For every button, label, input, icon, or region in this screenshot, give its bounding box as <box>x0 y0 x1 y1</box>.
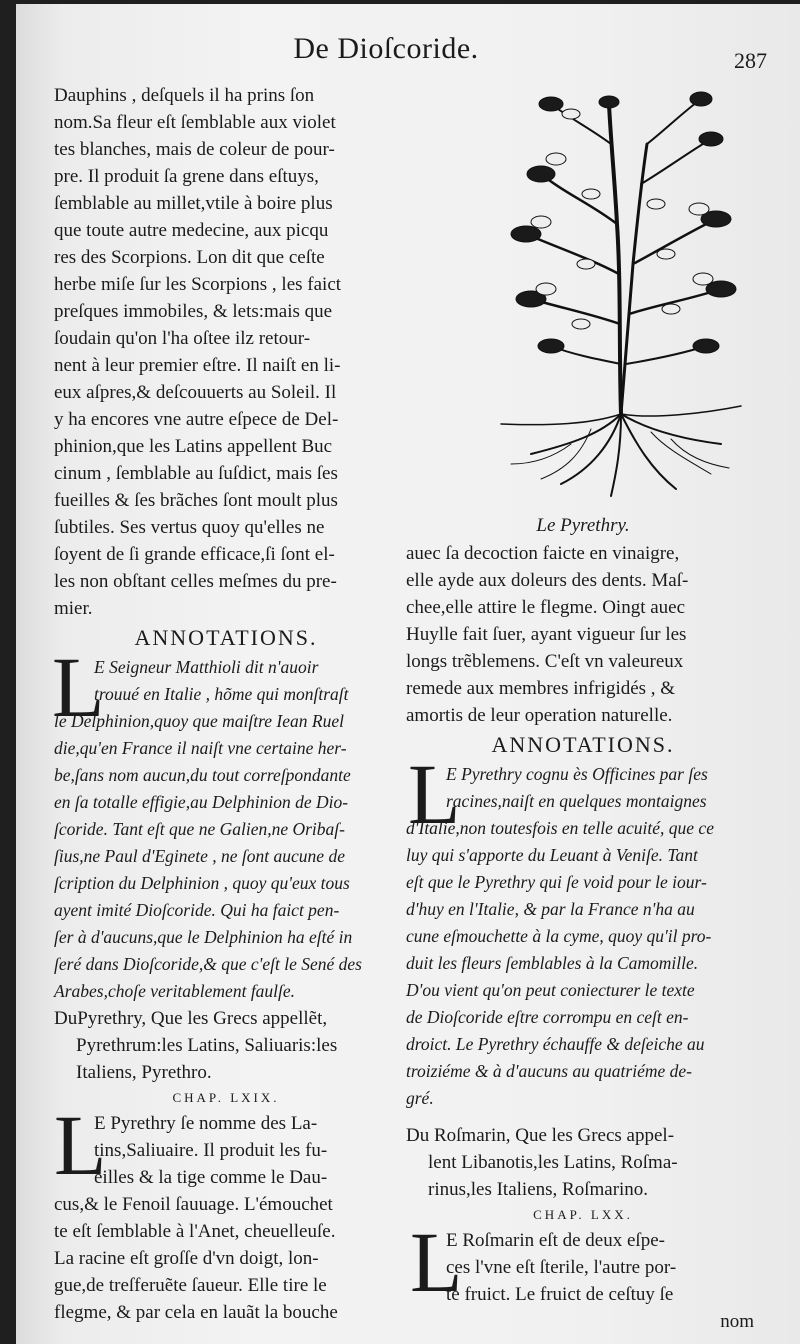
book-page <box>16 4 800 1344</box>
text-line: Huylle fait ſuer, ayant vigueur ſur les <box>406 624 687 645</box>
text-line: D'ou vient qu'on peut coniecturer le texte <box>406 980 695 1000</box>
text-line: en ſa totalle effigie,au Delphinion de Dio- <box>54 792 349 812</box>
text-line: d'Italie,non toutesfois en telle acuité, que ce <box>406 818 714 838</box>
delphinion-annotation <box>52 639 398 1005</box>
text-line: DuPyrethry, Que les Grecs appellẽt, <box>54 1008 328 1029</box>
text-line: cune eſmouchette à la cyme, quoy qu'il pro- <box>406 926 712 946</box>
text-line: racines,naiſt en quelques montaignes <box>446 791 707 811</box>
text-line: flegme, & par cela en lauãt la bouche <box>54 1302 338 1323</box>
text-line: Dauphins , deſquels il ha prins ſon <box>54 85 315 106</box>
text-line: cinum , ſemblable au ſuſdict, mais ſes <box>54 463 338 484</box>
text-line: te eſt ſemblable à l'Anet, cheuelleuſe. <box>54 1221 336 1242</box>
text-line: elle ayde aux doleurs des dents. Maſ- <box>406 570 689 591</box>
text-line: droict. Le Pyrethry échauffe & deſeiche au <box>406 1034 705 1054</box>
text-line: E Pyrethry ſe nomme des La- <box>94 1113 318 1134</box>
text-line: ſemblable au millet,vtile à boire plus <box>54 193 333 214</box>
page-number: 287 <box>734 48 767 73</box>
chapter-label: CHAP. LXIX. <box>172 1090 280 1105</box>
text-line: La racine eſt groſſe d'vn doigt, lon- <box>54 1248 319 1269</box>
text-line: rinus,les Italiens, Roſmarino. <box>428 1179 649 1200</box>
annotations-heading: ANNOTATIONS. <box>491 732 675 757</box>
text-line: E Pyrethry cognu ès Officines par ſes <box>446 764 708 784</box>
text-line: Pyrethrum:les Latins, Saliuaris:les <box>76 1035 338 1056</box>
text-line: longs trẽblemens. C'eſt vn valeureux <box>406 651 684 672</box>
text-line: d'huy en l'Italie, & par la France n'ha au <box>406 899 695 919</box>
text-line: gré. <box>406 1088 434 1108</box>
text-line: eilles & la tige comme le Dau- <box>94 1167 328 1188</box>
text-line: E Seigneur Matthioli dit n'auoir <box>94 657 319 677</box>
text-line: le Delphinion,quoy que maiſtre Iean Ruel <box>54 711 344 731</box>
text-line: phinion,que les Latins appellent Buc <box>54 436 333 457</box>
delphinion-body-text <box>54 82 398 622</box>
left-column <box>54 82 398 1326</box>
text-line: remede aux membres infrigidés , & <box>406 678 676 699</box>
pyrethry-section-title <box>54 1005 398 1086</box>
text-line: nent à leur premier eſtre. Il naiſt en li- <box>54 355 341 376</box>
text-line: preſques immobiles, & lets:mais que <box>54 301 333 322</box>
text-line: ſubtiles. Ses vertus quoy qu'elles ne <box>54 517 325 538</box>
running-head-title: De Dioſcoride. <box>293 32 479 65</box>
text-line: Italiens, Pyrethro. <box>76 1062 212 1083</box>
text-line: ſoudain qu'on l'ha oſtee ilz retour- <box>54 328 311 349</box>
text-line: que toute autre medecine, aux picqu <box>54 220 329 241</box>
text-line: te fruict. Le fruict de ceſtuy ſe <box>446 1284 674 1305</box>
drop-capital: L <box>52 639 105 735</box>
text-line: E Roſmarin eſt de deux eſpe- <box>446 1230 665 1251</box>
chapter-label: CHAP. LXX. <box>533 1207 633 1222</box>
text-line: trouué en Italie , hõme qui monſtraſt <box>94 684 349 704</box>
pyrethry-annotation <box>406 746 760 1112</box>
text-line: de Dioſcoride eſtre corrompu en ceſt en- <box>406 1007 689 1027</box>
text-line: fueilles & ſes brãches ſont moult plus <box>54 490 338 511</box>
text-line: eſt que le Pyrethry qui ſe void pour le iour- <box>406 872 707 892</box>
text-line: ſeré dans Dioſcoride,& que c'eſt le Sené des <box>54 954 362 974</box>
figure-caption: Le Pyrethry. <box>536 515 630 536</box>
text-line: pre. Il produit ſa grene dans eſtuys, <box>54 166 319 187</box>
right-column <box>406 512 760 1335</box>
text-line: duit les fleurs ſemblables à la Camomille. <box>406 953 699 973</box>
text-line: eux aſpres,& deſcouuerts au Soleil. Il <box>54 382 337 403</box>
text-line: ſer à d'aucuns,que le Delphinion ha eſté in <box>54 927 353 947</box>
text-line: amortis de leur operation naturelle. <box>406 705 673 726</box>
text-line: troiziéme & à d'aucuns au quatriéme de- <box>406 1061 692 1081</box>
catchword: nom <box>720 1311 754 1332</box>
annotations-heading: ANNOTATIONS. <box>134 625 318 650</box>
text-line: ſcoride. Tant eſt que ne Galien,ne Oribaſ- <box>54 819 345 839</box>
drop-capital: L <box>410 1214 463 1310</box>
text-line: be,ſans nom aucun,du tout correſpondante <box>54 765 351 785</box>
text-line: Du Roſmarin, Que les Grecs appel- <box>406 1125 675 1146</box>
text-line: ſoyent de ſi grande efficace,ſi ſont el- <box>54 544 335 565</box>
drop-capital: L <box>54 1097 107 1193</box>
drop-capital: L <box>408 746 461 842</box>
rosmarin-section-title <box>406 1122 760 1203</box>
text-line: nom.Sa fleur eſt ſemblable aux violet <box>54 112 336 133</box>
text-line: les non obſtant celles meſmes du pre- <box>54 571 337 592</box>
text-line: cus,& le Fenoil ſauuage. L'émouchet <box>54 1194 333 1215</box>
text-line: ces l'vne eſt ſterile, l'autre por- <box>446 1257 677 1278</box>
text-line: die,qu'en France il naiſt vne certaine her- <box>54 738 347 758</box>
pyrethry-body-text <box>406 540 760 729</box>
text-line: ayent imité Dioſcoride. Qui ha faict pen- <box>54 900 340 920</box>
text-line: luy qui s'apporte du Leuant à Veniſe. Tant <box>406 845 698 865</box>
text-line: ſius,ne Paul d'Eginete , ne ſont aucune de <box>54 846 345 866</box>
text-line: res des Scorpions. Lon dit que ceſte <box>54 247 325 268</box>
text-line: chee,elle attire le flegme. Oingt auec <box>406 597 686 618</box>
text-line: auec ſa decoction faicte en vinaigre, <box>406 543 680 564</box>
text-line: tins,Saliuaire. Il produit les fu- <box>94 1140 328 1161</box>
text-line: mier. <box>54 598 93 619</box>
text-line: lent Libanotis,les Latins, Roſma- <box>428 1152 678 1173</box>
text-line: y ha encores vne autre eſpece de Del- <box>54 409 339 430</box>
text-line: ſcription du Delphinion , quoy qu'eux tous <box>54 873 350 893</box>
pyrethry-woodcut-illustration <box>471 84 771 504</box>
text-line: gue,de treſferuẽte ſaueur. Elle tire le <box>54 1275 327 1296</box>
text-line: herbe miſe ſur les Scorpions , les faict <box>54 274 342 295</box>
text-line: Arabes,choſe veritablement faulſe. <box>54 981 296 1001</box>
text-line: tes blanches, mais de coleur de pour- <box>54 139 335 160</box>
